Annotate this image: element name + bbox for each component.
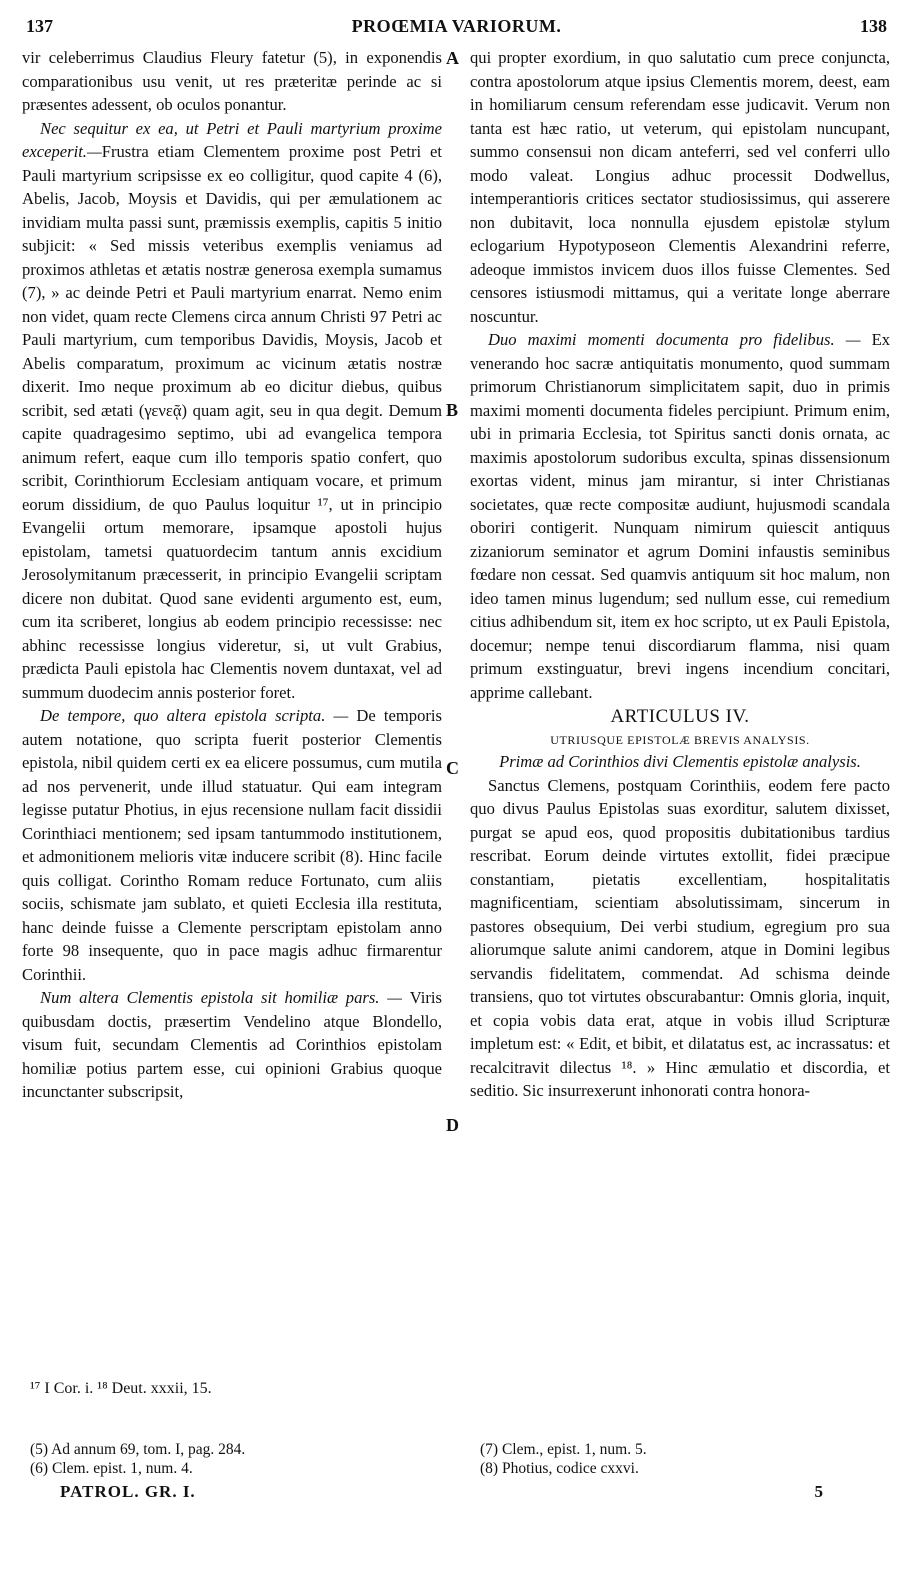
paragraph: [22, 704, 442, 986]
article-subtitle: UTRIUSQUE EPISTOLÆ BREVIS ANALYSIS.: [550, 733, 810, 747]
analysis-title: Primæ ad Corinthios divi Clementis epistolæ analysis.: [499, 752, 861, 771]
footer-sheet-number: 5: [814, 1482, 823, 1501]
paragraph-text: De temporis autem notatione, quo scripta fuerit posterior Clementis epistola, nibil quidem certi ex ea elicere possumus, cum mutila ad nos pervenerit, unde illud statuatur. Qui eam integram legisse putatur Photius, in ejus recensione nullam facit dissidii Corinthiaci mentionem; sed ipsam tantummodo institutionem, et admonitionem melioris vitæ inducere scribit (8). Hinc facile quis colligat. Corintho Romam reduce Fortunato, cum aliis sociis, schismate jam sublato, et quieti Ecclesia illa restituta, hanc deinde fuisse a Clemente perscriptam epistolam anno forte 98 insequente, quo in pace magis adhuc firmarentur Corinthii.: [22, 706, 442, 984]
footer-signature: PATROL. GR. I.: [60, 1482, 196, 1501]
margin-letter-a: A: [446, 48, 459, 68]
section-title: Duo maximi momenti documenta pro fidelibus. —: [488, 330, 872, 349]
footnotes-right: [480, 1440, 900, 1478]
page-number-left: 137: [26, 16, 53, 36]
paragraph: [22, 117, 442, 705]
section-title: De tempore, quo altera epistola scripta. —: [40, 706, 357, 725]
page-number-right: 138: [860, 16, 887, 36]
running-title: PROŒMIA VARIORUM.: [351, 16, 562, 36]
margin-letter-d: D: [446, 1115, 459, 1135]
paragraph: [22, 986, 442, 1104]
section-title: Nec sequitur ex ea, ut Petri et Pauli martyrium proxime exceperit.—: [22, 118, 442, 161]
right-column: [470, 46, 890, 1103]
running-header: [26, 16, 887, 40]
paragraph-text: Ex venerando hoc sacræ antiquitatis monumento, quod summam primorum Christianorum simplicitatem sapit, duo in primis maximi momenti documenta fideles percipiunt. Primum enim, ubi in primaria Ecclesia, tot Spiritus sancti donis ornata, ac maximis apostolorum sudoribus exculta, spinas dissensionum exortas vident, minus jam mirantur, si inter Christianas societates, quæ recte compositæ audiunt, hujusmodi scandala oboriri contigerit. Nunquam nimirum quiescit antiquus zizaniorum seminator et agrum Domini infaustis seminibus fœdare non cessat. Sed quamvis antiquum sit hoc malum, non ideo tamen minus lugendum; sed nullum esse, cui remedium citius adhibendum sit, item ex hoc scripto, ut ex Pauli Epistola, docemur; nempe tenui discordiarum flamma, nisi quam primum exstinguatur, brevi ingens incendium concitari, apprime callebant.: [470, 330, 890, 702]
scripture-notes: ¹⁷ I Cor. i. ¹⁸ Deut. xxxii, 15.: [30, 1380, 212, 1397]
section-title: Num altera Clementis epistola sit homiliæ pars. —: [40, 988, 410, 1007]
paragraph: qui propter exordium, in quo salutatio cum prece conjuncta, contra apostolorum atque ipsius Clementis morem, deest, eam in homiliarum censum referendam esse judicavit. Verum non tanta est hæc ratio, ut veterum, qui epistolam nuncupant, summo consensui non dicam anteferri, sed vel conferri ullo modo valeat. Longius adhuc processit Dodwellus, intemperantioris critices sectator studiosissimus, qui asserere non dubitavit, loca nonnulla ejusdem epistolæ stylum eclogarium Hypotyposeon Clementis Alexandrini referre, adeoque immistos invicem duos illos fuisse Clementes. Sed censores istiusmodi mittamus, qui a veritate longe aberrare noscuntur.: [470, 48, 890, 326]
footnote: (7) Clem., epist. 1, num. 5.: [480, 1441, 647, 1458]
paragraph: Sanctus Clemens, postquam Corinthiis, eodem fere pacto quo divus Paulus Epistolas suas exorditur, salutem dixisset, purgat se apud eos, quod propositis dubitationibus tardius rescribat. Eorum deinde virtutes extollit, fidei præcipue constantiam, pietatis excellentiam, hospitalitatis magnificentiam, scientiam absolutissimam, sincerum in pastores obsequium, Dei verbi studium, egregium pro sua aliorumque salute animi candorem, atque in Domini legibus servandis fidelitatem, commendat. Ad schisma deinde transiens, quo tot virtutes obscurabantur: Omnis gloria, inquit, et copia vobis data erat, atque in vobis illud Scripturæ impletum est: « Edit, et bibit, et dilatatus est, ac incrassatus: et recalcitravit dilectus ¹⁸. » Hinc æmulatio et discordia, et seditio. Sic insurrexerunt inhonorati contra honora-: [470, 775, 890, 1100]
footnote: (8) Photius, codice cxxvi.: [480, 1460, 639, 1477]
left-column: [22, 46, 442, 1104]
footnote: (6) Clem. epist. 1, num. 4.: [30, 1460, 193, 1477]
paragraph-text: Viris quibusdam doctis, præsertim Vendelino atque Blondello, visum fuit, secundam Clementis ad Corinthios epistolam homiliæ potius partem esse, cui opinioni Grabius quoque incunctanter subscripsit,: [22, 988, 442, 1101]
footnotes-left: [30, 1440, 450, 1478]
article-heading: ARTICULUS IV.: [610, 706, 750, 727]
paragraph: [470, 328, 890, 704]
paragraph: vir celeberrimus Claudius Fleury fatetur (5), in exponendis comparationibus usu venit, ut res præteritæ perinde ac si præsentes adessent, ob oculos ponantur.: [22, 48, 442, 114]
paragraph-text: Frustra etiam Clementem proxime post Petri et Pauli martyrium scripsisse ex eo colligitur, quod capite 4 (6), Abelis, Jacob, Moysis et Davidis, qui per æmulationem ac invidiam multa passi sunt, præmissis exemplis, capitis 5 initio subjicit: « Sed missis veteribus exemplis veniamus ad proximos athletas et ætatis nostræ generosa exempla sumamus (7), » ac deinde Petri et Pauli martyrium enarrat. Nemo enim non videt, quam recte Clemens circa annum Christi 97 Petri ac Pauli martyrium, cum temporibus Davidis, Moysis, Jacob et Abelis comparatum, proximum ac vicinum ætatis nostræ dixerit. Imo neque proximum ab eo dicitur diebus, quibus scribit, sed ætati (γενεᾷ) quam agit, seu in qua degit. Demum capite quadragesimo septimo, ubi ad evangelica tempora animum refert, eaque cum illo temporis spatio confert, quo scribit, Corinthiorum Ecclesiam antiquam vocare, et primum eorum dissidium, de quo Paulus loquitur ¹⁷, ut in principio Evangelii ortum memorare, ipsamque apostoli hujus epistolam, tametsi quatuordecim tantum annis excidium Jerosolymitanum præcesserit, in principio Evangelii scriptam dicere non dubitat. Quod sane evidenti argumento est, eum, cum ita scriberet, longius ab eodem principio recessisse: nec abhinc recessisse longius videretur, si, ut vult Grabius, prædicta Pauli epistola hac Clementis novem duntaxat, vel ad summum duodecim annis posterior foret.: [22, 142, 442, 702]
margin-letter-c: C: [446, 758, 459, 778]
margin-letter-b: B: [446, 400, 459, 420]
footnote: (5) Ad annum 69, tom. I, pag. 284.: [30, 1441, 246, 1458]
